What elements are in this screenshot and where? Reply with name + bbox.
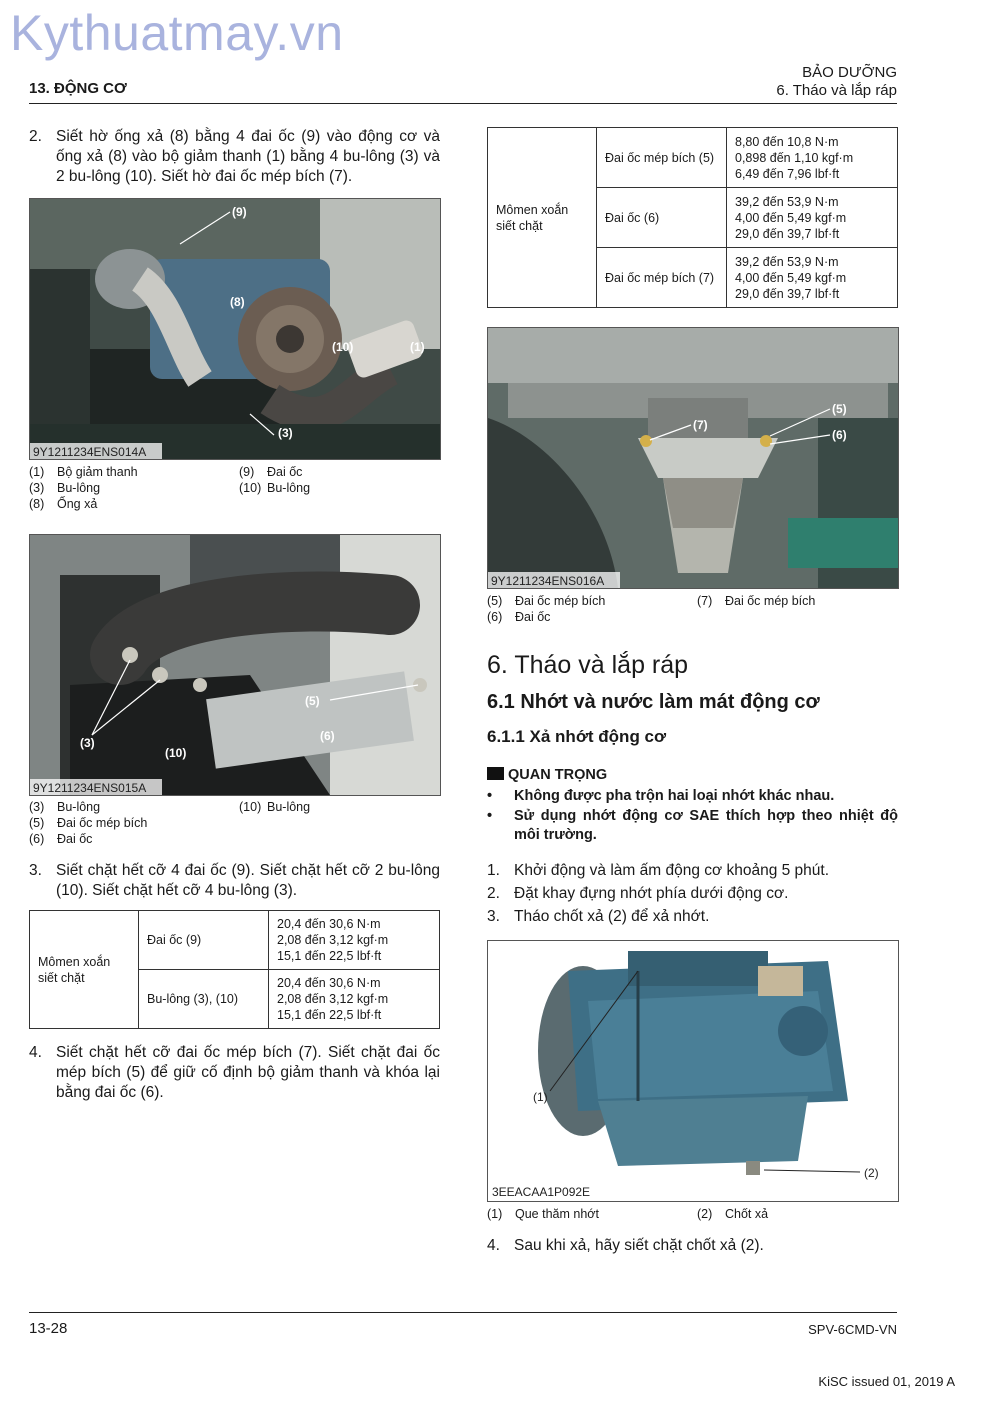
callout-3: (3) <box>80 736 95 750</box>
watermark: Kythuatmay.vn <box>10 5 344 61</box>
callout-5: (5) <box>305 694 320 708</box>
legend-item: (9) Đai ốc <box>239 465 303 479</box>
figure-flange-nuts <box>487 327 899 589</box>
table-label: Mômen xoắn siết chặt <box>30 911 139 1029</box>
legend-item: (6) Đai ốc <box>487 610 551 624</box>
torque-table-left <box>29 910 440 1029</box>
bullet-icon: • <box>487 788 493 804</box>
table-item: Bu-lông (3), (10) <box>139 970 269 1029</box>
table-values: 20,4 đến 30,6 N·m 2,08 đến 3,12 kgf·m 15,1 đến 22,5 lbf·ft <box>269 970 440 1029</box>
step-4 <box>29 1043 440 1103</box>
fig3-legend-col2 <box>697 593 897 609</box>
fig4-legend-col1 <box>487 1206 697 1222</box>
chapter-title: BẢO DƯỠNG <box>802 64 897 81</box>
step-text: Sau khi xả, hãy siết chặt chốt xả (2). <box>514 1237 764 1254</box>
step-text: Tháo chốt xả (2) để xả nhớt. <box>514 908 710 925</box>
muffler-photo <box>30 535 440 795</box>
issue-note: KiSC issued 01, 2019 A <box>818 1374 955 1389</box>
table-values: 20,4 đến 30,6 N·m 2,08 đến 3,12 kgf·m 15,1 đến 22,5 lbf·ft <box>269 911 440 970</box>
legend-item: (5) Đai ốc mép bích <box>29 816 148 830</box>
step-number: 3. <box>29 862 42 879</box>
step-text: Đặt khay đựng nhớt phía dưới động cơ. <box>514 885 789 902</box>
table-item: Đai ốc (9) <box>139 911 269 970</box>
legend-item: (2) Chốt xả <box>697 1207 769 1221</box>
fig4-legend-col2 <box>697 1206 897 1222</box>
flange-photo <box>488 328 898 588</box>
step-2 <box>29 127 440 187</box>
section-title: 13. ĐỘNG CƠ <box>29 80 127 97</box>
engine-photo <box>30 199 440 459</box>
legend-item: (1) Que thăm nhớt <box>487 1207 599 1221</box>
important-square-icon <box>487 767 504 780</box>
legend-item: (1) Bộ giảm thanh <box>29 465 138 479</box>
figure-code: 9Y1211234ENS016A <box>491 574 605 588</box>
important-bullet: • Sử dụng nhớt động cơ SAE thích hợp theo nhiệt độ môi trường. <box>487 808 898 843</box>
callout-7: (7) <box>693 418 708 432</box>
callout-6: (6) <box>832 428 847 442</box>
table-values: 39,2 đến 53,9 N·m 4,00 đến 5,49 kgf·m 29,0 đến 39,7 lbf·ft <box>727 188 898 248</box>
heading-1: 6. Tháo và lắp ráp <box>487 651 689 679</box>
table-values: 8,80 đến 10,8 N·m 0,898 đến 1,10 kgf·m 6,49 đến 7,96 lbf·ft <box>727 128 898 188</box>
step-text: Siết chặt hết cỡ đai ốc mép bích (7). Siết chặt đai ốc mép bích (5) để giữ cố định bộ giảm thanh và khóa lại bằng đai ốc (6). <box>56 1044 440 1101</box>
fig1-legend-col1 <box>29 464 239 512</box>
step-text: Siết hờ ống xả (8) bằng 4 đai ốc (9) vào động cơ và ống xả (8) vào bộ giảm thanh (1) bằng 4 bu-lông (3) và 2 bu-lông (10). Siết hờ đai ốc mép bích (7). <box>56 128 440 185</box>
fig2-legend-col2 <box>239 799 439 815</box>
step-number: 3. <box>487 908 500 925</box>
step-number: 4. <box>29 1044 42 1061</box>
important-title: QUAN TRỌNG <box>487 767 607 783</box>
callout-6: (6) <box>320 729 335 743</box>
step-number: 2. <box>487 885 500 902</box>
fig3-legend-col1 <box>487 593 697 625</box>
fig1-legend-col2 <box>239 464 439 496</box>
drain-step-2 <box>487 884 898 904</box>
step-3 <box>29 861 440 901</box>
table-item: Đai ốc (6) <box>597 188 727 248</box>
heading-3: 6.1.1 Xả nhớt động cơ <box>487 727 667 746</box>
callout-9: (9) <box>232 205 247 219</box>
torque-table-right <box>487 127 898 308</box>
important-bullet: • Không được pha trộn hai loại nhớt khác nhau. <box>487 788 835 804</box>
figure-muffler-bolts <box>29 534 441 796</box>
engine-block-photo <box>488 941 898 1201</box>
drain-step-3 <box>487 907 898 927</box>
callout-10: (10) <box>332 340 354 354</box>
legend-item: (5) Đai ốc mép bích <box>487 594 606 608</box>
fig2-legend-col1 <box>29 799 239 847</box>
callout-3: (3) <box>278 426 293 440</box>
step-text: Khởi động và làm ấm động cơ khoảng 5 phút. <box>514 862 830 879</box>
step-number: 4. <box>487 1237 500 1254</box>
legend-item: (10) Bu-lông <box>239 481 311 495</box>
callout-2: (2) <box>864 1166 879 1180</box>
legend-item: (8) Ống xả <box>29 497 98 511</box>
document-code: SPV-6CMD-VN <box>808 1322 897 1337</box>
step-number: 2. <box>29 128 42 145</box>
table-item: Đai ốc mép bích (7) <box>597 248 727 308</box>
figure-exhaust-install <box>29 198 441 460</box>
legend-item: (10) Bu-lông <box>239 800 311 814</box>
figure-code: 3EEACAA1P092E <box>492 1185 591 1199</box>
figure-oil-drain <box>487 940 899 1202</box>
drain-step-4 <box>487 1236 898 1256</box>
footer-rule <box>29 1312 897 1313</box>
callout-5: (5) <box>832 402 847 416</box>
figure-code: 9Y1211234ENS015A <box>33 781 147 795</box>
legend-item: (7) Đai ốc mép bích <box>697 594 816 608</box>
callout-8: (8) <box>230 295 245 309</box>
callout-10: (10) <box>165 746 187 760</box>
table-label: Mômen xoắn siết chặt <box>488 128 597 308</box>
legend-item: (3) Bu-lông <box>29 800 101 814</box>
drain-step-1 <box>487 861 898 881</box>
table-item: Đai ốc mép bích (5) <box>597 128 727 188</box>
legend-item: (3) Bu-lông <box>29 481 101 495</box>
step-text: Siết chặt hết cỡ 4 đai ốc (9). Siết chặt hết cỡ 2 bu-lông (10). Siết chặt hết cỡ 4 bu-lông (3). <box>56 862 440 899</box>
figure-code: 9Y1211234ENS014A <box>33 445 147 459</box>
callout-1: (1) <box>410 340 425 354</box>
page-number: 13-28 <box>29 1320 68 1337</box>
callout-1: (1) <box>533 1090 548 1104</box>
table-values: 39,2 đến 53,9 N·m 4,00 đến 5,49 kgf·m 29,0 đến 39,7 lbf·ft <box>727 248 898 308</box>
step-number: 1. <box>487 862 500 879</box>
bullet-icon: • <box>487 808 493 824</box>
subsection-title: 6. Tháo và lắp ráp <box>776 82 897 99</box>
legend-item: (6) Đai ốc <box>29 832 93 846</box>
header-rule <box>29 103 897 104</box>
heading-2: 6.1 Nhớt và nước làm mát động cơ <box>487 691 820 713</box>
